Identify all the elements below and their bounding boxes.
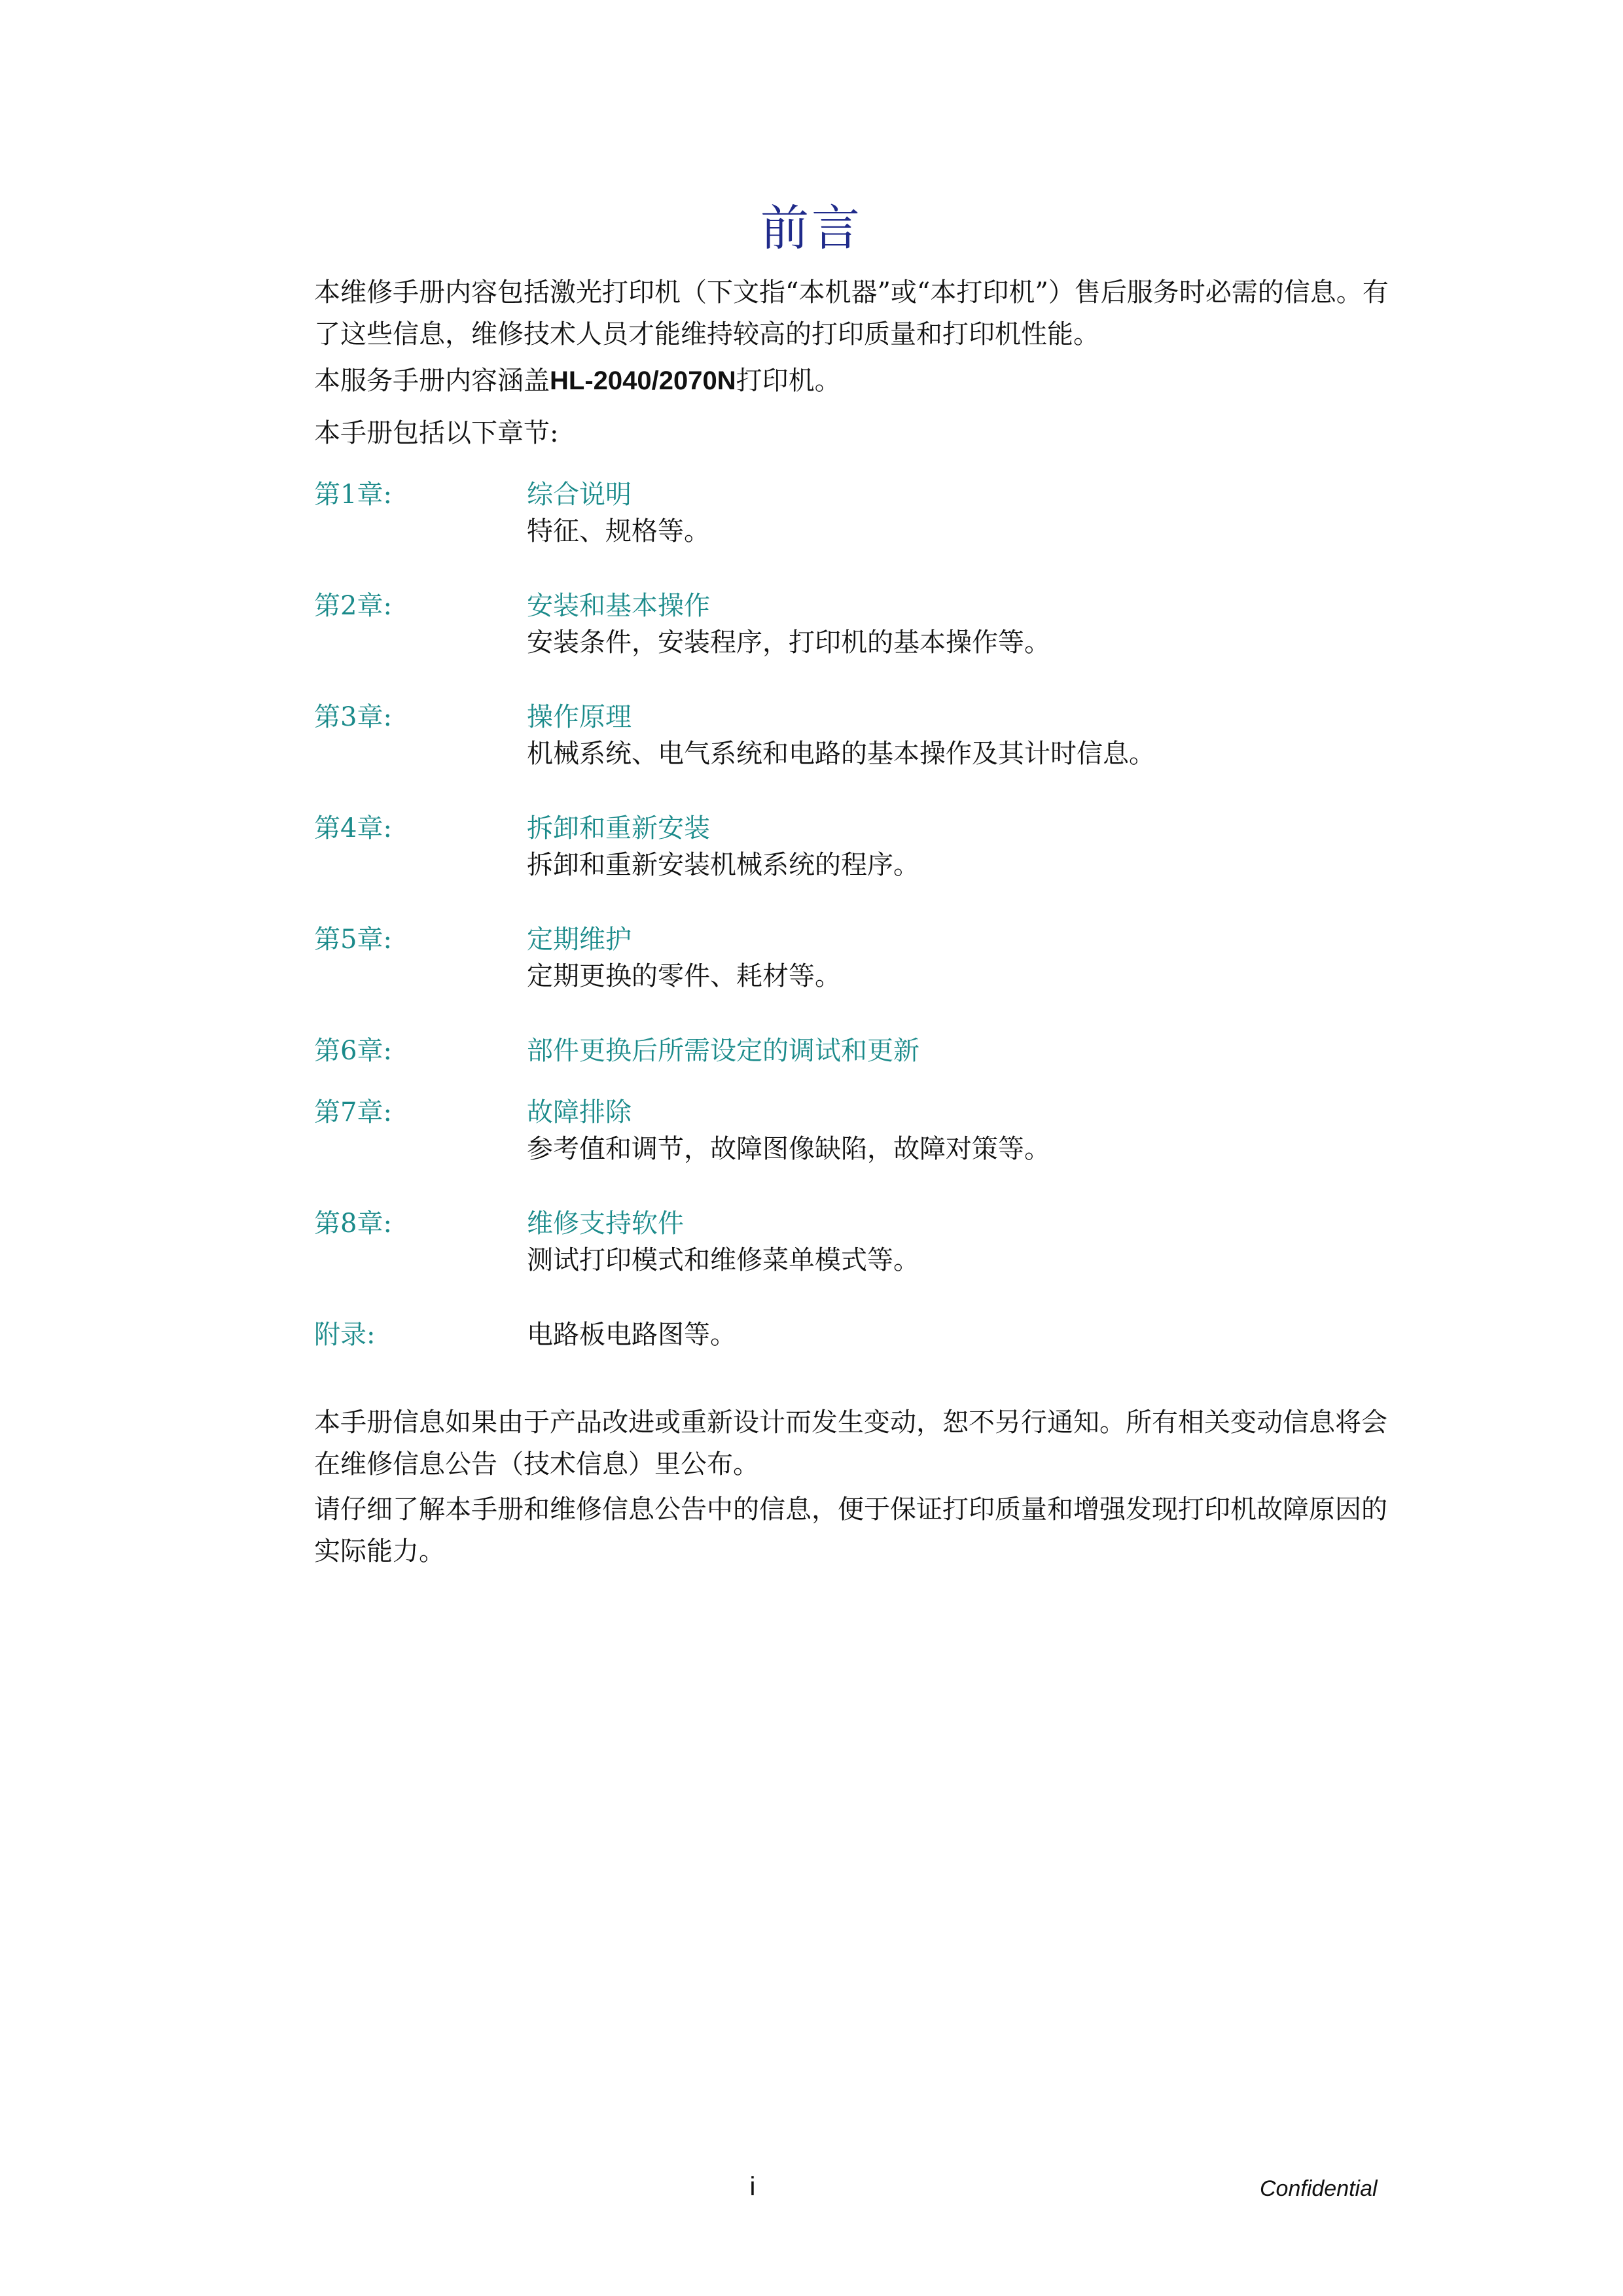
chapter-6-title: 部件更换后所需设定的调试和更新 (527, 1036, 919, 1066)
chapter-2-title: 安装和基本操作 (527, 591, 710, 621)
chapter-5-title: 定期维护 (527, 925, 632, 955)
chapter-7-label: 第7章: (314, 1097, 392, 1127)
chapter-6-label: 第6章: (314, 1036, 392, 1066)
chapter-7-desc: 参考值和调节，故障图像缺陷，故障对策等。 (527, 1134, 1050, 1164)
chapter-8-desc: 测试打印模式和维修菜单模式等。 (527, 1245, 919, 1275)
chapter-1-desc: 特征、规格等。 (527, 516, 710, 546)
model-name: HL-2040/2070N (550, 366, 736, 395)
chapter-1-title: 综合说明 (527, 480, 632, 510)
appendix-label: 附录: (314, 1320, 376, 1350)
chapter-3-title: 操作原理 (527, 702, 632, 732)
chapter-8-title: 维修支持软件 (527, 1209, 684, 1239)
page-title: 前言 (760, 200, 863, 256)
closing-paragraph-1: 本手册信息如果由于产品改进或重新设计而发生变动，恕不另行通知。所有相关变动信息将会在维修信息公告（技术信息）里公布。 (314, 1407, 1387, 1479)
chapter-4-title: 拆卸和重新安装 (527, 813, 710, 843)
confidential-label: Confidential (1260, 2176, 1378, 2201)
closing-paragraph-2: 请仔细了解本手册和维修信息公告中的信息，便于保证打印质量和增强发现打印机故障原因的实际能力。 (314, 1494, 1387, 1566)
coverage-prefix: 本服务手册内容涵盖 (314, 366, 550, 396)
chapter-4-label: 第4章: (314, 813, 392, 843)
chapter-1-label: 第1章: (314, 480, 392, 510)
chapter-5-label: 第5章: (314, 925, 392, 955)
chapter-2-label: 第2章: (314, 591, 392, 621)
chapters-intro: 本手册包括以下章节: (314, 418, 559, 448)
chapter-5-desc: 定期更换的零件、耗材等。 (527, 961, 841, 991)
appendix-desc: 电路板电路图等。 (527, 1320, 736, 1350)
page-number: i (749, 2172, 756, 2201)
coverage-paragraph (314, 360, 1394, 402)
chapter-4-desc: 拆卸和重新安装机械系统的程序。 (527, 850, 919, 880)
chapter-3-label: 第3章: (314, 702, 392, 732)
chapter-2-desc: 安装条件，安装程序，打印机的基本操作等。 (527, 627, 1050, 658)
coverage-suffix: 打印机。 (736, 366, 841, 396)
intro-paragraph: 本维修手册内容包括激光打印机（下文指“本机器”或“本打印机”）售后服务时必需的信息。有了这些信息，维修技术人员才能维持较高的打印质量和打印机性能。 (314, 277, 1389, 349)
chapter-8-label: 第8章: (314, 1209, 392, 1239)
chapter-3-desc: 机械系统、电气系统和电路的基本操作及其计时信息。 (527, 739, 1155, 769)
chapter-7-title: 故障排除 (527, 1097, 632, 1127)
